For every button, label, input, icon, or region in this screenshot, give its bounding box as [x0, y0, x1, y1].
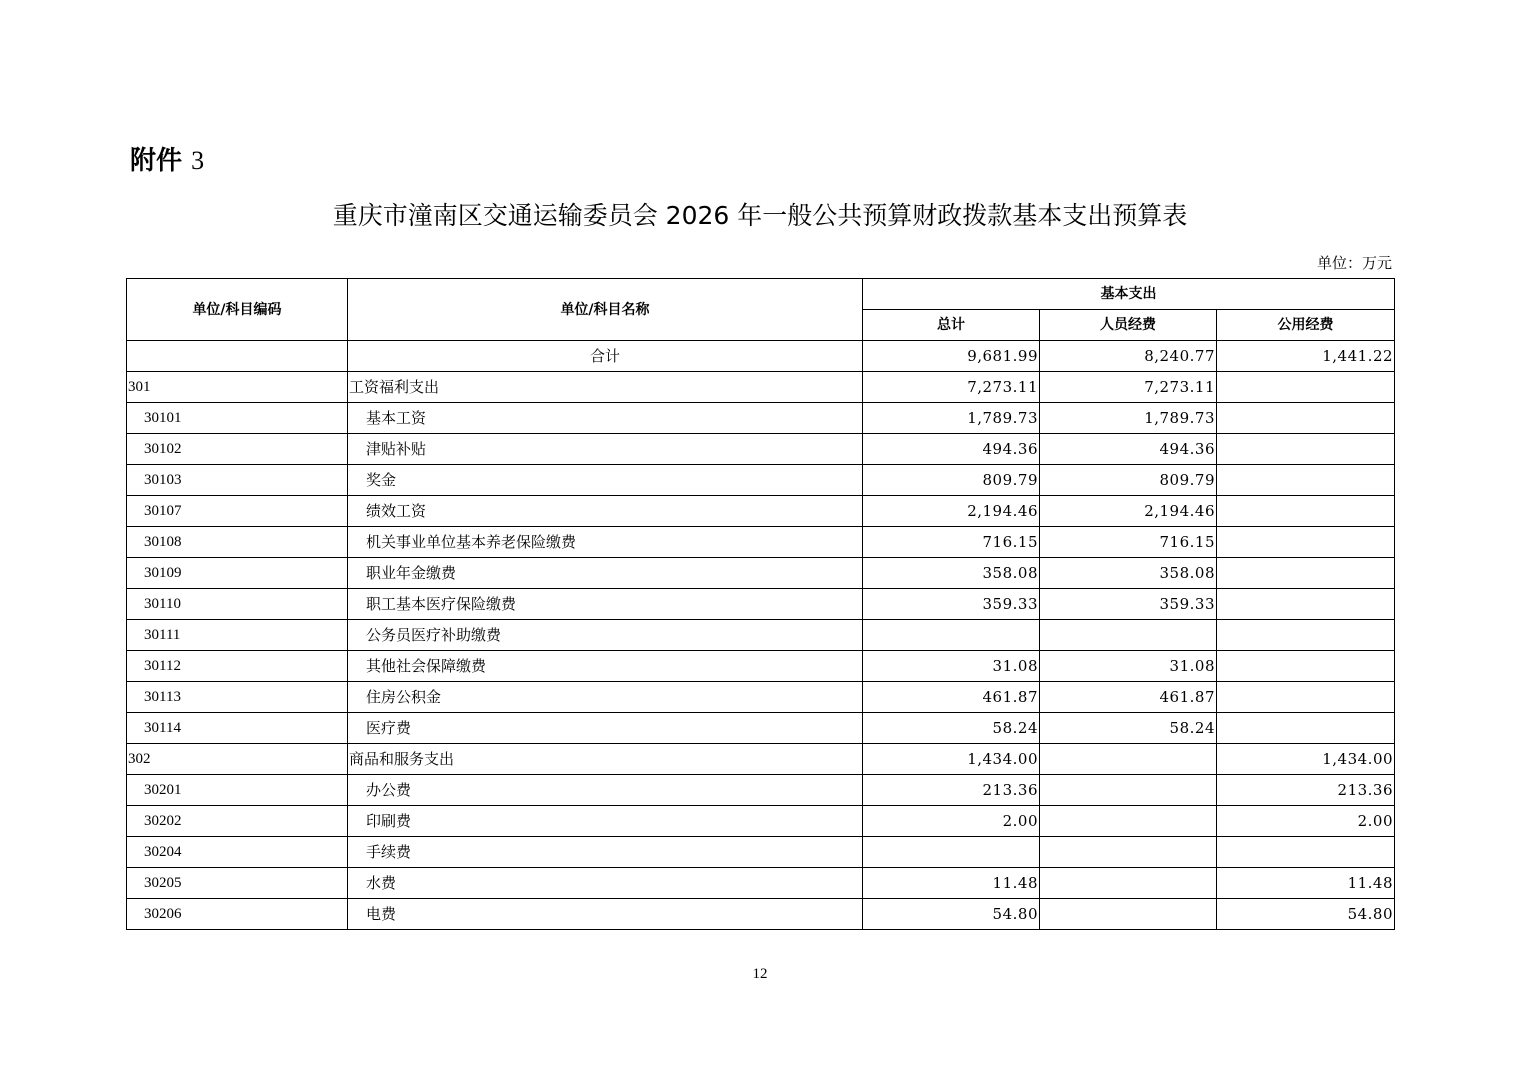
cell-total: 809.79	[863, 465, 1040, 496]
table-row	[127, 496, 1395, 527]
table-header	[127, 279, 1395, 341]
table-row	[127, 558, 1395, 589]
table-row	[127, 434, 1395, 465]
cell-total	[863, 620, 1040, 651]
cell-total: 358.08	[863, 558, 1040, 589]
attachment-prefix: 附件	[130, 146, 183, 176]
cell-public	[1217, 403, 1395, 434]
cell-public	[1217, 558, 1395, 589]
cell-public	[1217, 434, 1395, 465]
cell-total: 2,194.46	[863, 496, 1040, 527]
table-row	[127, 744, 1395, 775]
cell-public	[1217, 713, 1395, 744]
cell-code: 30204	[127, 837, 348, 868]
table-row	[127, 372, 1395, 403]
column-header-total: 总计	[863, 310, 1040, 341]
cell-code: 301	[127, 372, 348, 403]
cell-personnel: 7,273.11	[1040, 372, 1217, 403]
cell-code: 30110	[127, 589, 348, 620]
cell-name: 医疗费	[348, 713, 863, 744]
cell-name: 工资福利支出	[348, 372, 863, 403]
cell-name: 职业年金缴费	[348, 558, 863, 589]
cell-code: 30205	[127, 868, 348, 899]
table-row	[127, 775, 1395, 806]
total-row-public: 1,441.22	[1217, 341, 1395, 372]
table-row	[127, 465, 1395, 496]
cell-code: 30108	[127, 527, 348, 558]
cell-total: 716.15	[863, 527, 1040, 558]
cell-personnel: 2,194.46	[1040, 496, 1217, 527]
cell-personnel: 461.87	[1040, 682, 1217, 713]
cell-public	[1217, 589, 1395, 620]
cell-total: 213.36	[863, 775, 1040, 806]
column-header-code: 单位/科目编码	[127, 279, 348, 341]
attachment-number: 3	[191, 146, 205, 175]
cell-total: 494.36	[863, 434, 1040, 465]
cell-public	[1217, 496, 1395, 527]
cell-total: 54.80	[863, 899, 1040, 930]
cell-public	[1217, 620, 1395, 651]
cell-name: 手续费	[348, 837, 863, 868]
table-row	[127, 527, 1395, 558]
cell-name: 职工基本医疗保险缴费	[348, 589, 863, 620]
table-row	[127, 403, 1395, 434]
cell-total: 1,789.73	[863, 403, 1040, 434]
cell-public	[1217, 372, 1395, 403]
cell-personnel	[1040, 837, 1217, 868]
cell-public: 2.00	[1217, 806, 1395, 837]
table-row	[127, 713, 1395, 744]
cell-personnel: 31.08	[1040, 651, 1217, 682]
cell-public	[1217, 527, 1395, 558]
cell-public: 54.80	[1217, 899, 1395, 930]
cell-total: 7,273.11	[863, 372, 1040, 403]
cell-total: 1,434.00	[863, 744, 1040, 775]
cell-personnel: 809.79	[1040, 465, 1217, 496]
cell-code: 30202	[127, 806, 348, 837]
cell-code: 30103	[127, 465, 348, 496]
cell-personnel: 358.08	[1040, 558, 1217, 589]
cell-name: 水费	[348, 868, 863, 899]
cell-personnel	[1040, 744, 1217, 775]
document-title: 重庆市潼南区交通运输委员会 2026 年一般公共预算财政拨款基本支出预算表	[332, 201, 1188, 230]
table-row	[127, 868, 1395, 899]
total-row-total: 9,681.99	[863, 341, 1040, 372]
cell-code: 30201	[127, 775, 348, 806]
cell-code: 30113	[127, 682, 348, 713]
cell-name: 津贴补贴	[348, 434, 863, 465]
header-row-1	[127, 279, 1395, 310]
cell-total: 359.33	[863, 589, 1040, 620]
cell-personnel: 359.33	[1040, 589, 1217, 620]
table-row	[127, 899, 1395, 930]
attachment-label	[130, 143, 204, 179]
cell-name: 基本工资	[348, 403, 863, 434]
cell-public	[1217, 682, 1395, 713]
cell-name: 奖金	[348, 465, 863, 496]
table-row	[127, 589, 1395, 620]
cell-code: 30206	[127, 899, 348, 930]
cell-code: 302	[127, 744, 348, 775]
cell-code: 30112	[127, 651, 348, 682]
table-row	[127, 806, 1395, 837]
cell-public: 11.48	[1217, 868, 1395, 899]
cell-personnel	[1040, 868, 1217, 899]
cell-total: 2.00	[863, 806, 1040, 837]
total-row-personnel: 8,240.77	[1040, 341, 1217, 372]
page-number: 12	[752, 966, 768, 982]
cell-total: 58.24	[863, 713, 1040, 744]
cell-code: 30102	[127, 434, 348, 465]
budget-table	[126, 278, 1395, 930]
cell-name: 电费	[348, 899, 863, 930]
cell-name: 公务员医疗补助缴费	[348, 620, 863, 651]
cell-personnel: 1,789.73	[1040, 403, 1217, 434]
column-group-header-basic-expenditure: 基本支出	[863, 279, 1395, 310]
table-body	[127, 341, 1395, 930]
cell-personnel	[1040, 620, 1217, 651]
cell-personnel: 494.36	[1040, 434, 1217, 465]
cell-public	[1217, 465, 1395, 496]
total-row-code	[127, 341, 348, 372]
cell-total: 461.87	[863, 682, 1040, 713]
cell-name: 住房公积金	[348, 682, 863, 713]
table-row	[127, 651, 1395, 682]
cell-public: 213.36	[1217, 775, 1395, 806]
cell-name: 印刷费	[348, 806, 863, 837]
cell-total: 11.48	[863, 868, 1040, 899]
table-row	[127, 837, 1395, 868]
total-row	[127, 341, 1395, 372]
unit-label: 单位：万元	[1316, 254, 1392, 272]
cell-total	[863, 837, 1040, 868]
cell-public	[1217, 651, 1395, 682]
cell-personnel: 58.24	[1040, 713, 1217, 744]
cell-code: 30107	[127, 496, 348, 527]
column-header-personnel: 人员经费	[1040, 310, 1217, 341]
cell-code: 30109	[127, 558, 348, 589]
table-row	[127, 620, 1395, 651]
cell-name: 其他社会保障缴费	[348, 651, 863, 682]
cell-public: 1,434.00	[1217, 744, 1395, 775]
cell-name: 商品和服务支出	[348, 744, 863, 775]
cell-code: 30101	[127, 403, 348, 434]
cell-name: 机关事业单位基本养老保险缴费	[348, 527, 863, 558]
column-header-public: 公用经费	[1217, 310, 1395, 341]
cell-public	[1217, 837, 1395, 868]
table-row	[127, 682, 1395, 713]
total-row-name: 合计	[348, 341, 863, 372]
cell-personnel	[1040, 899, 1217, 930]
cell-name: 绩效工资	[348, 496, 863, 527]
cell-total: 31.08	[863, 651, 1040, 682]
column-header-name: 单位/科目名称	[348, 279, 863, 341]
cell-code: 30111	[127, 620, 348, 651]
cell-personnel: 716.15	[1040, 527, 1217, 558]
cell-personnel	[1040, 806, 1217, 837]
cell-personnel	[1040, 775, 1217, 806]
cell-name: 办公费	[348, 775, 863, 806]
cell-code: 30114	[127, 713, 348, 744]
